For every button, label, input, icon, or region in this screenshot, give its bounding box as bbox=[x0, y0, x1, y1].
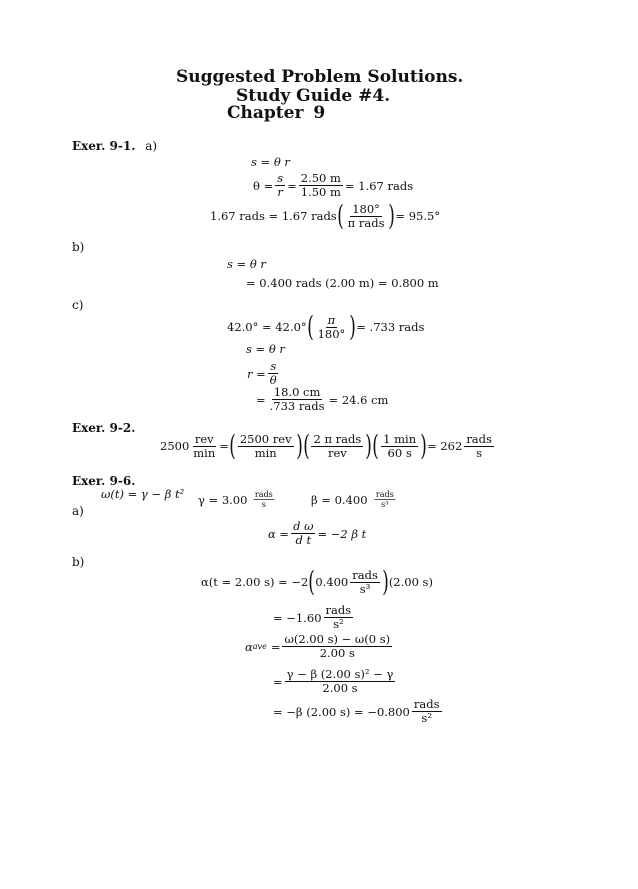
eq-result: = 1.67 rads bbox=[344, 178, 414, 193]
paren-open: ( bbox=[229, 429, 236, 462]
eq-result: = 262 bbox=[427, 439, 463, 453]
title-line-1: Suggested Problem Solutions. bbox=[176, 67, 464, 87]
eq-lhs: 2500 bbox=[160, 439, 190, 453]
fraction bbox=[268, 386, 327, 413]
equation-alpha-ave-2 bbox=[273, 668, 397, 695]
equation-alpha-result bbox=[273, 604, 355, 631]
paren-close: ) bbox=[388, 199, 396, 232]
fraction bbox=[350, 569, 380, 596]
fraction bbox=[275, 172, 285, 199]
numerator: rads bbox=[375, 489, 394, 500]
denominator: 60 s bbox=[387, 445, 412, 460]
paren-close: ) bbox=[382, 565, 389, 598]
eq-result: = −2 β t bbox=[317, 526, 367, 541]
fraction bbox=[282, 633, 392, 660]
equation-degrees bbox=[210, 199, 441, 232]
denominator: min bbox=[193, 445, 216, 460]
fraction bbox=[291, 520, 315, 547]
numerator: rads bbox=[325, 603, 352, 617]
numerator: γ − β (2.00 s)² − γ bbox=[286, 667, 394, 681]
paren-close: ) bbox=[365, 429, 373, 462]
equation-alpha-at-2s bbox=[201, 565, 433, 598]
numerator: 1 min bbox=[383, 431, 417, 446]
denominator: s³ bbox=[380, 499, 389, 509]
denominator: .733 rads bbox=[269, 399, 325, 413]
fraction bbox=[238, 433, 294, 460]
denominator: s² bbox=[421, 711, 432, 725]
equation-alpha-ave-result bbox=[273, 698, 444, 725]
eq-result: = .733 rads bbox=[356, 320, 425, 334]
title-line-2: Study Guide #4. bbox=[236, 86, 391, 106]
eq-sign: = bbox=[273, 674, 283, 689]
part-b-label: b) bbox=[72, 555, 85, 569]
equation-r-result bbox=[256, 386, 388, 413]
paren-close: ) bbox=[295, 429, 303, 462]
eq-lhs: 1.67 rads = 1.67 rads bbox=[210, 209, 337, 223]
eq-sign: = bbox=[287, 178, 297, 193]
paren-open: ( bbox=[302, 429, 310, 462]
equation: = 0.400 rads (2.00 m) = 0.800 m bbox=[246, 276, 439, 290]
numerator: s bbox=[270, 359, 277, 373]
paren-close: ) bbox=[349, 310, 357, 343]
fraction bbox=[412, 698, 442, 725]
numerator: 180° bbox=[352, 201, 380, 216]
eq-sign: = bbox=[256, 392, 266, 407]
denominator: min bbox=[254, 445, 277, 460]
fraction bbox=[381, 433, 418, 460]
fraction bbox=[268, 360, 279, 387]
fraction bbox=[254, 490, 275, 509]
eq-lhs: 42.0° = 42.0° bbox=[227, 320, 307, 334]
eq-lhs: = −1.60 bbox=[273, 610, 322, 625]
exercise-9-1-heading bbox=[72, 139, 157, 153]
denominator: θ bbox=[269, 373, 277, 387]
equation-theta bbox=[253, 172, 413, 199]
denominator: 2.00 s bbox=[322, 681, 358, 695]
part-b-label: b) bbox=[72, 240, 85, 254]
exercise-9-2-heading: Exer. 9-2. bbox=[72, 421, 136, 435]
numerator: 2.50 m bbox=[300, 171, 341, 185]
eq-lhs: r = bbox=[247, 366, 266, 381]
fraction bbox=[374, 490, 395, 509]
numerator: ω(2.00 s) − ω(0 s) bbox=[284, 632, 391, 646]
denominator: 2.00 s bbox=[319, 646, 355, 660]
denominator: 1.50 m bbox=[300, 185, 341, 199]
denominator: s² bbox=[333, 617, 344, 631]
denominator: s³ bbox=[359, 581, 371, 596]
equation-alpha bbox=[268, 520, 366, 547]
eq-sign: = bbox=[219, 439, 229, 453]
alpha-subscript: ave bbox=[252, 641, 267, 651]
paren-close: ) bbox=[420, 429, 427, 462]
fraction bbox=[324, 604, 354, 631]
eq-sign: = bbox=[270, 639, 281, 654]
fraction bbox=[311, 433, 363, 460]
exercise-label: Exer. 9-1. bbox=[72, 139, 136, 153]
paren-open: ( bbox=[336, 199, 344, 232]
fraction bbox=[464, 433, 494, 460]
denominator: s bbox=[262, 499, 267, 509]
eq-lhs: γ = 3.00 bbox=[198, 492, 248, 507]
denominator: r bbox=[277, 185, 283, 199]
denominator: rev bbox=[327, 445, 347, 460]
numerator: d ω bbox=[293, 519, 314, 533]
paren-open: ( bbox=[306, 310, 314, 343]
eq-lhs: α(t = 2.00 s) = −2 bbox=[201, 575, 309, 589]
numerator: 2 π rads bbox=[313, 431, 362, 446]
paren-open: ( bbox=[372, 429, 379, 462]
exercise-9-6-heading: Exer. 9-6. bbox=[72, 474, 136, 488]
denominator: d t bbox=[295, 533, 312, 547]
fraction bbox=[285, 668, 396, 695]
eq-lhs: β = 0.400 bbox=[311, 492, 368, 507]
numerator: rev bbox=[194, 431, 214, 446]
denominator: 180° bbox=[317, 326, 346, 341]
fraction bbox=[346, 203, 387, 230]
part-a-label: a) bbox=[145, 139, 158, 153]
numerator: 18.0 cm bbox=[273, 385, 321, 399]
eq-lhs: = −β (2.00 s) = −0.800 bbox=[273, 704, 410, 719]
fraction bbox=[191, 433, 217, 460]
numerator: s bbox=[277, 171, 284, 185]
alpha-symbol: α bbox=[245, 639, 253, 654]
given-gamma bbox=[198, 486, 281, 513]
eq-lhs: θ = bbox=[253, 178, 274, 193]
equation: s = θ r bbox=[246, 342, 285, 356]
equation: s = θ r bbox=[251, 155, 290, 169]
denominator: π rads bbox=[347, 215, 385, 230]
given-omega: ω(t) = γ − β t² bbox=[101, 487, 185, 501]
part-a-label: a) bbox=[72, 504, 84, 518]
paren-open: ( bbox=[308, 565, 316, 598]
numerator: 2500 rev bbox=[239, 431, 292, 446]
eq-result: = 95.5° bbox=[395, 209, 441, 223]
equation-r bbox=[247, 360, 281, 387]
eq-value: 0.400 bbox=[315, 575, 349, 589]
equation-conversion bbox=[160, 429, 496, 462]
eq-result: = 24.6 cm bbox=[328, 392, 389, 407]
given-beta bbox=[311, 486, 401, 513]
eq-result: (2.00 s) bbox=[388, 575, 433, 589]
fraction bbox=[299, 172, 343, 199]
numerator: π bbox=[327, 312, 336, 327]
eq-lhs: α = bbox=[268, 526, 290, 541]
fraction bbox=[316, 314, 348, 341]
title-line-3: Chapter 9 bbox=[227, 103, 326, 123]
numerator: rads bbox=[413, 697, 440, 711]
numerator: rads bbox=[352, 567, 378, 582]
equation: s = θ r bbox=[227, 257, 266, 271]
denominator: s bbox=[476, 445, 483, 460]
equation-42deg bbox=[227, 310, 425, 343]
part-c-label: c) bbox=[72, 298, 84, 312]
numerator: rads bbox=[466, 431, 492, 446]
numerator: rads bbox=[255, 489, 274, 500]
equation-alpha-ave bbox=[245, 633, 394, 660]
